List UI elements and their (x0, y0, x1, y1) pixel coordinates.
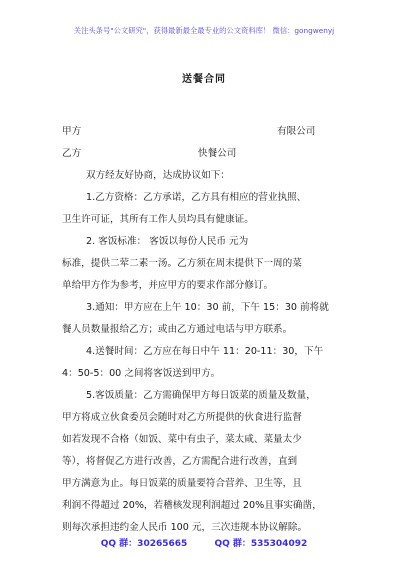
text-line: 5.客饭质量：乙方需确保甲方每日饭菜的质量及数量， (86, 390, 316, 401)
qq-group-2: QQ 群：535304092 (214, 539, 308, 549)
text-line: 标准，提供二荤二素一汤。乙方须在周末提供下一周的菜 (62, 258, 302, 269)
promo-banner: 关注头条号"公文研究"，获得最新最全最专业的公文资料库！ 微信：gongwenyj (73, 26, 335, 35)
footer-qq-groups (0, 536, 408, 549)
text-line: 3.通知：甲方应在上午 10：30 前，下午 15：30 前将就 (86, 302, 329, 313)
text-line: 如若发现不合格（如饭、菜中有虫子，菜太咸、菜量太少 (62, 434, 302, 445)
text-line: 卫生许可证，其所有工作人员均具有健康证。 (62, 214, 254, 225)
party-b-suffix: 快餐公司 (198, 148, 237, 159)
text-line: 甲方将成立伙食委员会随时对乙方所提供的伙食进行监督 (62, 412, 302, 423)
text-line: 则每次承担违约金人民币 100 元，三次违规本协议解除。 (62, 522, 308, 533)
party-a-label: 甲方 (62, 126, 82, 137)
party-b-label: 乙方 (62, 148, 82, 159)
text-line: 4：50-5：00 之间将客饭送到甲方。 (62, 368, 221, 379)
text-line: 利润不得超过 20%，若稽核发现利润超过 20%且事实确凿， (62, 500, 322, 511)
text-line: 餐人员数量报给乙方；或由乙方通过电话与甲方联系。 (62, 324, 293, 335)
text-line: 1.乙方资格：乙方承诺，乙方具有相应的营业执照、 (86, 192, 307, 203)
text-line: 2. 客饭标准： 客饭以每份人民币 元为 (86, 236, 249, 247)
text-line: 单给甲方作为参考，并应甲方的要求作部分修订。 (62, 280, 274, 291)
party-a-suffix: 有限公司 (277, 126, 316, 137)
text-line: 等），将督促乙方进行改善，乙方需配合进行改善，直到 (62, 456, 298, 467)
text-line: 甲方满意为止。每日饭菜的质量要符合营养、卫生等，且 (62, 478, 302, 489)
text-line: 4.送餐时间：乙方应在每日中午 11：20-11：30，下午 (86, 346, 324, 357)
qq-group-1: QQ 群：30265665 (100, 539, 188, 549)
text-line: 双方经友好协商，达成协议如下： (86, 170, 230, 181)
contract-title: 送餐合同 (182, 74, 226, 85)
